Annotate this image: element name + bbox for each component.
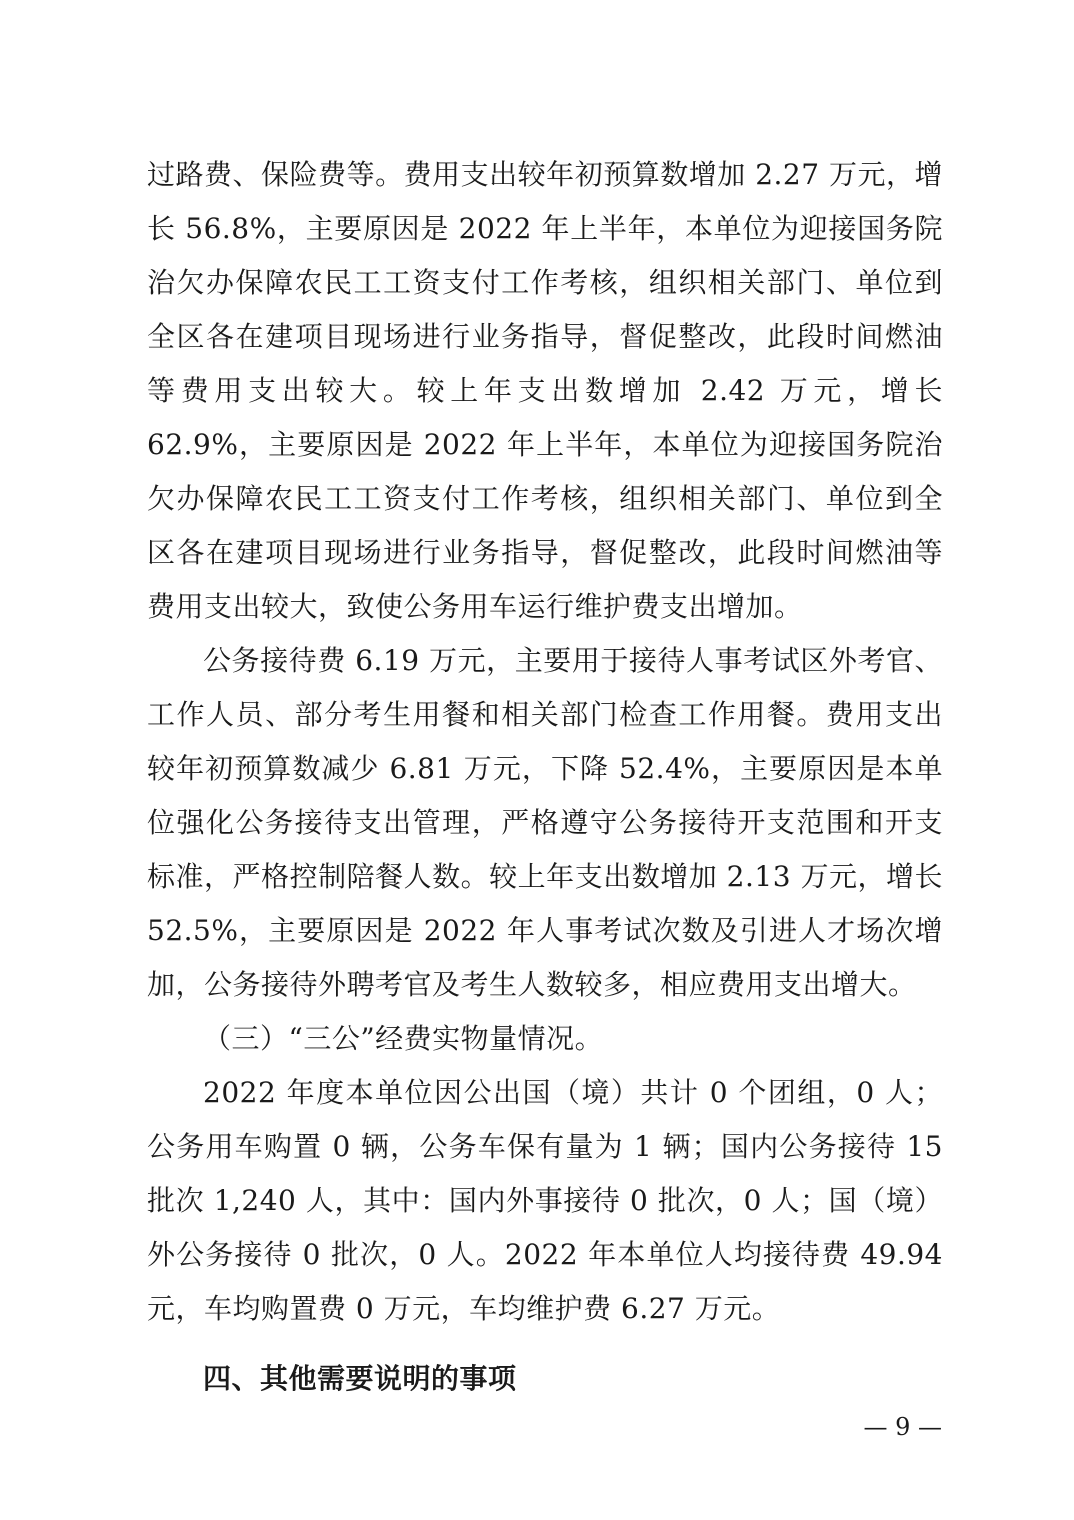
section-heading: 四、其他需要说明的事项	[203, 1362, 517, 1395]
paragraph-physical-quantities: 2022 年度本单位因公出国（境）共计 0 个团组，0 人；公务用车购置 0 辆，公务车保有量为 1 辆；国内公务接待 15 批次 1,240 人，其中：国内外事接待 0 批次，0 人；国（境）外公务接待 0 批次，0 人。2022 年本单位人均接待费 49.94 元，车均购置费 0 万元，车均维护费 6.27 万元。	[147, 1076, 943, 1325]
paragraph-vehicle-costs: 过路费、保险费等。费用支出较年初预算数增加 2.27 万元，增长 56.8%，主要原因是 2022 年上半年，本单位为迎接国务院治欠办保障农民工工资支付工作考核，组织相关部门、单位到全区各在建项目现场进行业务指导，督促整改，此段时间燃油等费用支出较大。较上年支出数增加 2.42 万元，增长 62.9%，主要原因是 2022 年上半年，本单位为迎接国务院治欠办保障农民工工资支付工作考核，组织相关部门、单位到全区各在建项目现场进行业务指导，督促整改，此段时间燃油等费用支出较大，致使公务用车运行维护费支出增加。	[147, 158, 943, 623]
subsection-heading: （三）“三公”经费实物量情况。	[203, 1022, 604, 1055]
document-body	[147, 148, 943, 1406]
page-number: — 9 —	[863, 1413, 942, 1441]
paragraph-reception-costs: 公务接待费 6.19 万元，主要用于接待人事考试区外考官、工作人员、部分考生用餐和相关部门检查工作用餐。费用支出较年初预算数减少 6.81 万元，下降 52.4%，主要原因是本单位强化公务接待支出管理，严格遵守公务接待开支范围和开支标准，严格控制陪餐人数。较上年支出数增加 2.13 万元，增长 52.5%，主要原因是 2022 年人事考试次数及引进人才场次增加，公务接待外聘考官及考生人数较多，相应费用支出增大。	[147, 644, 943, 1001]
